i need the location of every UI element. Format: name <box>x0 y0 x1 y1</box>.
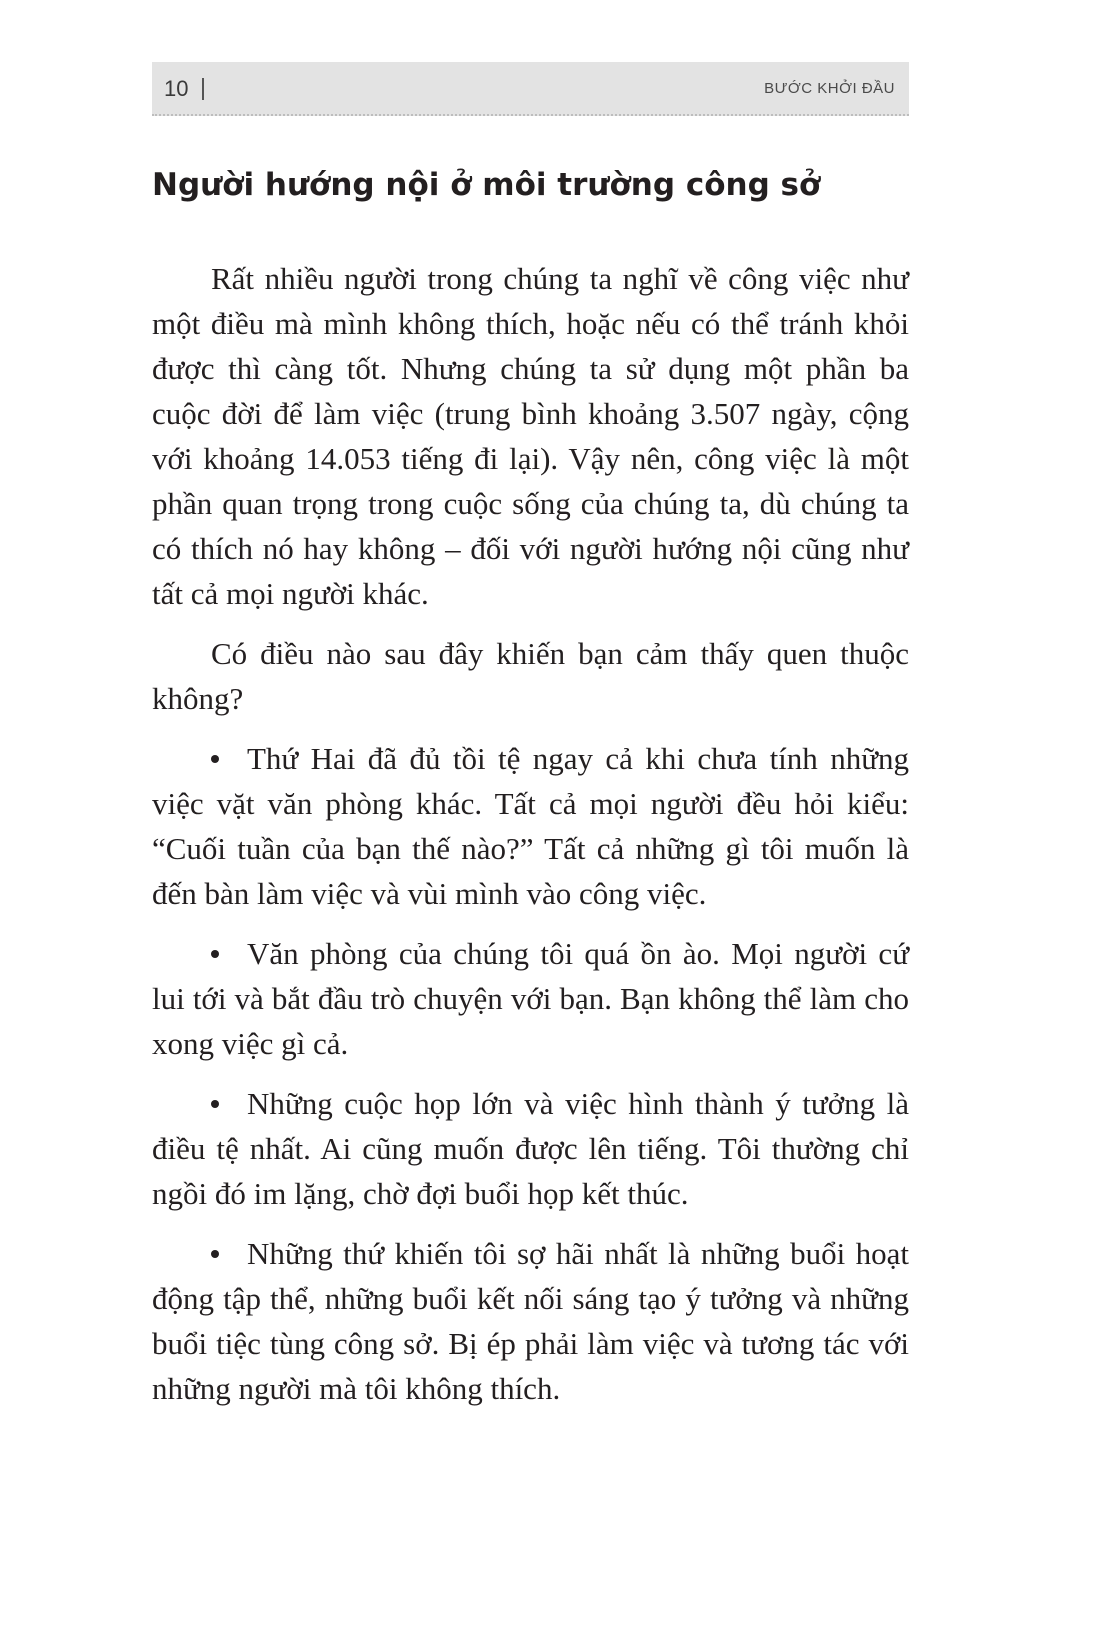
body-text <box>152 256 909 1426</box>
bullet-icon <box>211 736 247 781</box>
bullet-text: Những thứ khiến tôi sợ hãi nhất là những buổi hoạt động tập thể, những buổi kết nối sáng tạo ý tưởng và những buổi tiệc tùng công sở. Bị ép phải làm việc và tương tác với những người mà tôi không thích. <box>152 1236 909 1406</box>
running-header <box>152 62 909 116</box>
paragraph: Có điều nào sau đây khiến bạn cảm thấy quen thuộc không? <box>152 636 909 716</box>
page-number: 10 <box>164 76 189 101</box>
bullet-icon <box>211 931 247 976</box>
header-divider <box>202 78 204 100</box>
bullet-item <box>152 736 909 916</box>
bullet-item <box>152 931 909 1066</box>
paragraph: Rất nhiều người trong chúng ta nghĩ về công việc như một điều mà mình không thích, hoặc nếu có thể tránh khỏi được thì càng tốt. Nhưng chúng ta sử dụng một phần ba cuộc đời để làm việc (trung bình khoảng 3.507 ngày, cộng với khoảng 14.053 tiếng đi lại). Vậy nên, công việc là một phần quan trọng trong cuộc sống của chúng ta, dù chúng ta có thích nó hay không – đối với người hướng nội cũng như tất cả mọi người khác. <box>152 261 909 611</box>
bullet-text: Những cuộc họp lớn và việc hình thành ý tưởng là điều tệ nhất. Ai cũng muốn được lên tiếng. Tôi thường chỉ ngồi đó im lặng, chờ đợi buổi họp kết thúc. <box>152 1086 909 1211</box>
bullet-text: Thứ Hai đã đủ tồi tệ ngay cả khi chưa tính những việc vặt văn phòng khác. Tất cả mọi người đều hỏi kiểu: “Cuối tuần của bạn thế nào?” Tất cả những gì tôi muốn là đến bàn làm việc và vùi mình vào công việc. <box>152 741 909 911</box>
section-heading: Người hướng nội ở môi trường công sở <box>152 167 821 203</box>
bullet-icon <box>211 1231 247 1276</box>
running-title: BƯỚC KHỞI ĐẦU <box>764 80 895 97</box>
bullet-item <box>152 1231 909 1411</box>
bullet-text: Văn phòng của chúng tôi quá ồn ào. Mọi người cứ lui tới và bắt đầu trò chuyện với bạn. Bạn không thể làm cho xong việc gì cả. <box>152 936 909 1061</box>
bullet-item <box>152 1081 909 1216</box>
bullet-icon <box>211 1081 247 1126</box>
